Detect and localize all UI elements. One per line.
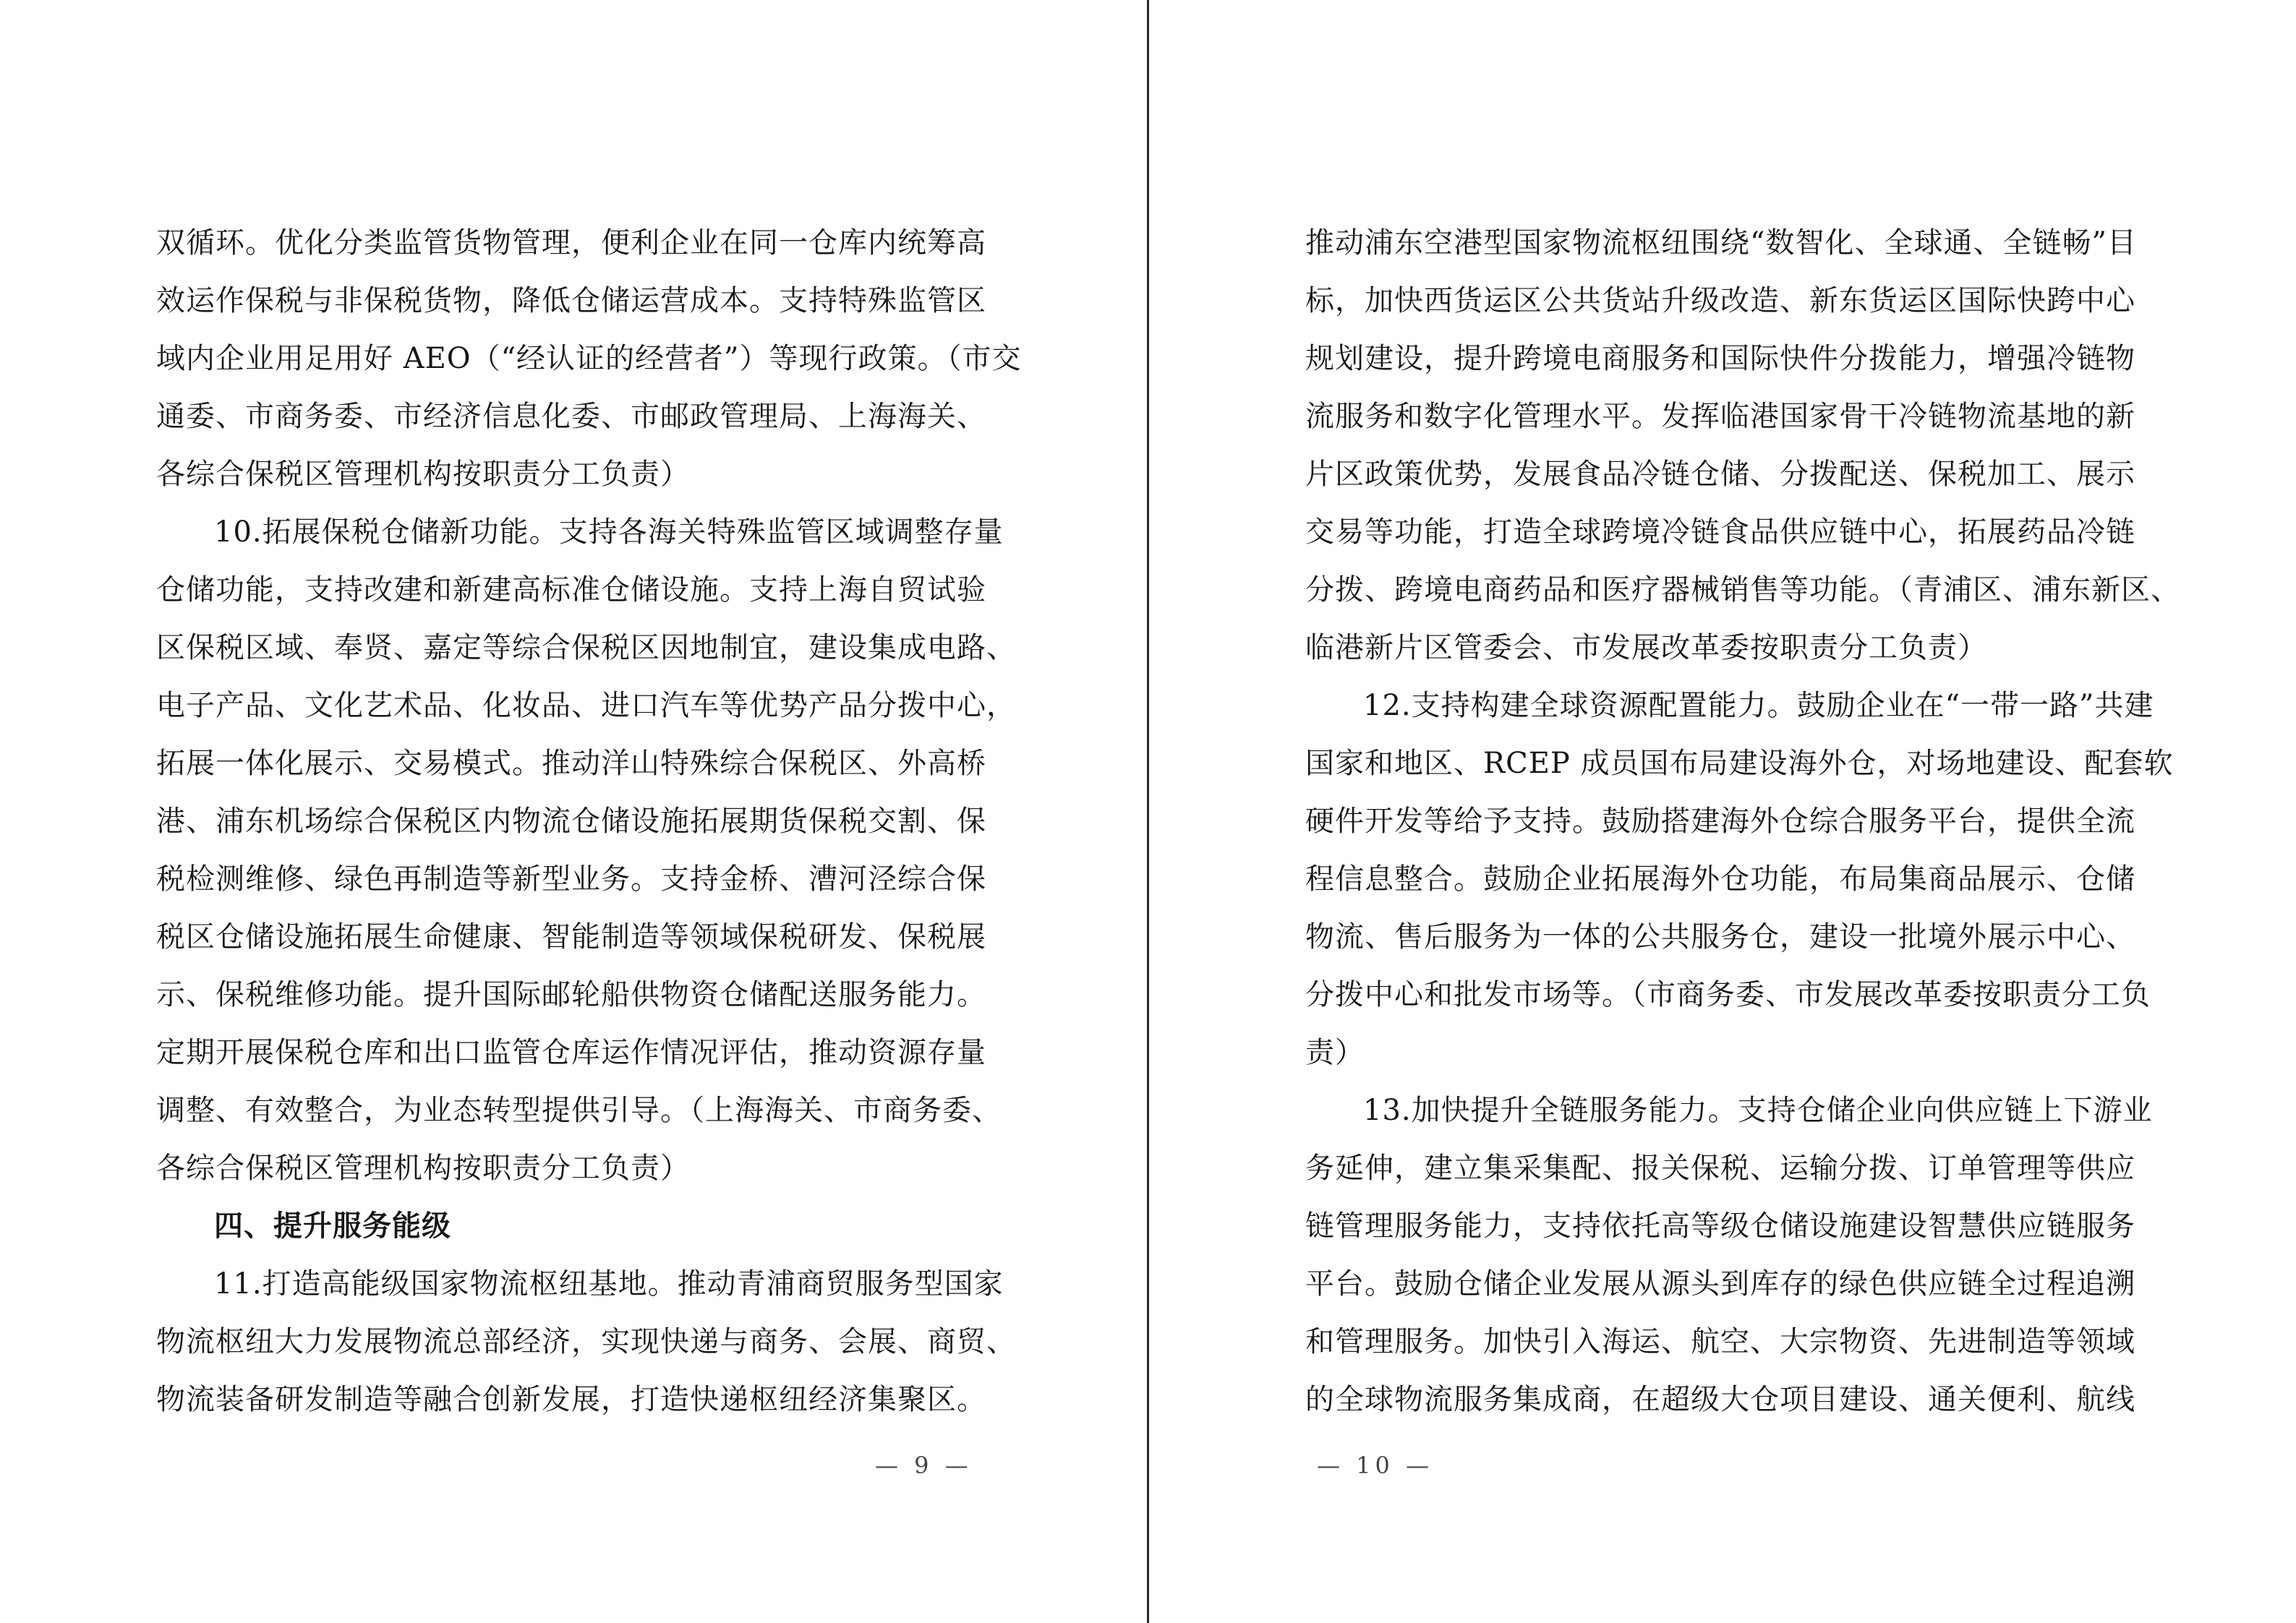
text-line: 标，加快西货运区公共货站升级改造、新东货运区国际快跨中心 <box>1305 284 2135 317</box>
text-line: 税检测维修、绿色再制造等新型业务。支持金桥、漕河泾综合保 <box>156 862 986 896</box>
paragraph-start-line: 13.加快提升全链服务能力。支持仓储企业向供应链上下游业 <box>1363 1094 2153 1127</box>
text-line: 推动浦东空港型国家物流枢纽围绕“数智化、全球通、全链畅”目 <box>1305 226 2137 260</box>
paragraph-start-line: 10.拓展保税仓储新功能。支持各海关特殊监管区域调整存量 <box>214 515 1004 549</box>
text-line: 片区政策优势，发展食品冷链仓储、分拨配送、保税加工、展示 <box>1305 458 2135 491</box>
text-line: 的全球物流服务集成商，在超级大仓项目建设、通关便利、航线 <box>1305 1383 2135 1416</box>
text-line: 硬件开发等给予支持。鼓励搭建海外仓综合服务平台，提供全流 <box>1305 805 2135 838</box>
text-line: 通委、市商务委、市经济信息化委、市邮政管理局、上海海关、 <box>156 400 986 433</box>
paragraph-start-line: 11.打造高能级国家物流枢纽基地。推动青浦商贸服务型国家 <box>214 1267 1004 1301</box>
text-line: 物流装备研发制造等融合创新发展，打造快递枢纽经济集聚区。 <box>156 1383 986 1416</box>
page-number: — 10 — <box>1317 1452 1434 1479</box>
text-line: 定期开展保税仓库和出口监管仓库运作情况评估，推动资源存量 <box>156 1036 986 1069</box>
text-line: 拓展一体化展示、交易模式。推动洋山特殊综合保税区、外高桥 <box>156 747 986 780</box>
left-page-body <box>156 214 1022 1429</box>
text-line: 双循环。优化分类监管货物管理，便利企业在同一仓库内统筹高 <box>156 226 986 260</box>
paragraph-start-line: 12.支持构建全球资源配置能力。鼓励企业在“一带一路”共建 <box>1363 689 2154 722</box>
text-line: 分拨、跨境电商药品和医疗器械销售等功能。（青浦区、浦东新区、 <box>1305 573 2180 607</box>
right-page-body <box>1305 214 2180 1429</box>
text-line: 物流枢纽大力发展物流总部经济，实现快递与商务、会展、商贸、 <box>156 1325 1016 1358</box>
text-line: 效运作保税与非保税货物，降低仓储运营成本。支持特殊监管区 <box>156 284 986 317</box>
left-page <box>0 0 1147 1623</box>
text-line: 临港新片区管委会、市发展改革委按职责分工负责） <box>1305 631 1987 664</box>
text-line: 规划建设，提升跨境电商服务和国际快件分拨能力，增强冷链物 <box>1305 342 2135 375</box>
text-line: 域内企业用足用好 AEO（“经认证的经营者”）等现行政策。（市交 <box>156 342 1022 375</box>
text-line: 电子产品、文化艺术品、化妆品、进口汽车等优势产品分拨中心， <box>156 689 1016 722</box>
text-line: 程信息整合。鼓励企业拓展海外仓功能，布局集商品展示、仓储 <box>1305 862 2135 896</box>
text-line: 和管理服务。加快引入海运、航空、大宗物资、先进制造等领域 <box>1305 1325 2135 1358</box>
text-line: 各综合保税区管理机构按职责分工负责） <box>156 1152 690 1185</box>
text-line: 仓储功能，支持改建和新建高标准仓储设施。支持上海自贸试验 <box>156 573 986 607</box>
text-line: 分拨中心和批发市场等。（市商务委、市发展改革委按职责分工负 <box>1305 978 2151 1011</box>
text-line: 链管理服务能力，支持依托高等级仓储设施建设智慧供应链服务 <box>1305 1209 2135 1243</box>
text-line: 区保税区域、奉贤、嘉定等综合保税区因地制宜，建设集成电路、 <box>156 631 1016 664</box>
text-line: 物流、售后服务为一体的公共服务仓，建设一批境外展示中心、 <box>1305 920 2135 954</box>
text-line: 责） <box>1305 1036 1365 1069</box>
text-line: 各综合保税区管理机构按职责分工负责） <box>156 458 690 491</box>
text-line: 交易等功能，打造全球跨境冷链食品供应链中心，拓展药品冷链 <box>1305 515 2135 549</box>
text-line: 示、保税维修功能。提升国际邮轮船供物资仓储配送服务能力。 <box>156 978 986 1011</box>
section-heading: 四、提升服务能级 <box>214 1209 451 1243</box>
text-line: 务延伸，建立集采集配、报关保税、运输分拨、订单管理等供应 <box>1305 1152 2135 1185</box>
text-line: 调整、有效整合，为业态转型提供引导。（上海海关、市商务委、 <box>156 1094 1002 1127</box>
page-number: — 9 — <box>875 1452 973 1479</box>
text-line: 港、浦东机场综合保税区内物流仓储设施拓展期货保税交割、保 <box>156 805 986 838</box>
text-line: 税区仓储设施拓展生命健康、智能制造等领域保税研发、保税展 <box>156 920 986 954</box>
text-line: 平台。鼓励仓储企业发展从源头到库存的绿色供应链全过程追溯 <box>1305 1267 2135 1301</box>
right-page <box>1149 0 2296 1623</box>
text-line: 国家和地区、RCEP 成员国布局建设海外仓，对场地建设、配套软 <box>1305 747 2174 780</box>
text-line: 流服务和数字化管理水平。发挥临港国家骨干冷链物流基地的新 <box>1305 400 2135 433</box>
